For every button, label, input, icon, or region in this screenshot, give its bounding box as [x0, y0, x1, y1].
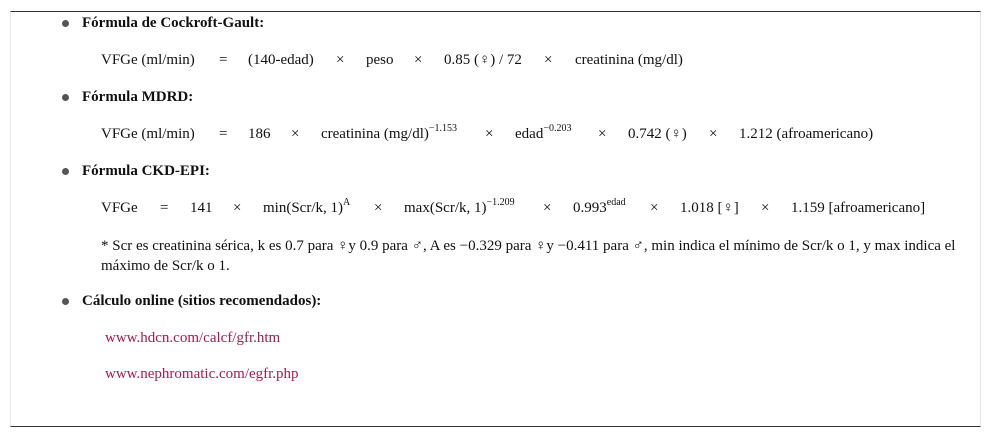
formula-term — [404, 197, 515, 217]
formula-term — [515, 123, 572, 143]
formula-equals: = — [219, 126, 228, 142]
formula-exponent: −0.203 — [543, 123, 572, 134]
formula-base: 0.993 — [573, 200, 607, 216]
link-nephromatic[interactable]: www.nephromatic.com/egfr.php — [105, 366, 299, 382]
formula-times: × — [233, 200, 242, 216]
heading-ckd-epi: Fórmula CKD-EPI: — [82, 163, 210, 179]
formula-times: × — [336, 52, 345, 68]
formula-times: × — [291, 126, 300, 142]
link-hdcn[interactable]: www.hdcn.com/calcf/gfr.htm — [105, 330, 281, 346]
formula-exponent: A — [343, 197, 351, 208]
formula-term: peso — [366, 52, 394, 68]
formula-term — [263, 197, 351, 217]
ckd-epi-footnote: * Scr es creatinina sérica, k es 0.7 para ♀y 0.9 para ♂, A es −0.329 para ♀y −0.411 para ♂, min indica el mínimo de Scr/k o 1, y max indica el máximo de Scr/k o 1. — [101, 238, 956, 274]
bullet-icon — [62, 20, 69, 27]
formula-term: 1.159 [afroamericano] — [791, 200, 926, 216]
formula-exponent: −1.209 — [486, 197, 515, 208]
formula-term: creatinina (mg/dl) — [575, 52, 683, 68]
formula-equals: = — [160, 200, 169, 216]
formula-times: × — [598, 126, 607, 142]
formula-times: × — [650, 200, 659, 216]
bullet-icon — [62, 168, 69, 175]
bullet-icon — [62, 298, 69, 305]
formula-base: edad — [515, 126, 544, 142]
formula-term: VFGe — [101, 200, 138, 216]
content-frame — [10, 11, 981, 427]
heading-calculo-online: Cálculo online (sitios recomendados): — [82, 293, 322, 309]
formula-term: (140-edad) — [248, 52, 314, 68]
formula-times: × — [374, 200, 383, 216]
formula-term: 1.018 [♀] — [680, 200, 739, 216]
formula-exponent: −1.153 — [428, 123, 458, 134]
heading-cockroft-gault: Fórmula de Cockroft-Gault: — [82, 15, 265, 31]
formula-base: min(Scr/k, 1) — [263, 200, 343, 216]
heading-mdrd: Fórmula MDRD: — [82, 89, 194, 105]
formula-term: VFGe (ml/min) — [101, 52, 195, 68]
formula-times: × — [543, 200, 552, 216]
formula-times: × — [761, 200, 770, 216]
bullet-icon — [62, 94, 69, 101]
formula-term — [573, 197, 626, 217]
formula-term: 1.212 (afroamericano) — [739, 126, 874, 142]
formula-times: × — [414, 52, 423, 68]
formula-times: × — [544, 52, 553, 68]
formula-times: × — [709, 126, 718, 142]
formula-times: × — [485, 126, 494, 142]
formula-term: 0.85 (♀) / 72 — [444, 52, 522, 68]
formula-base: max(Scr/k, 1) — [404, 200, 487, 216]
formula-term — [321, 123, 458, 143]
formula-equals: = — [219, 52, 228, 68]
formula-term: 141 — [190, 200, 213, 216]
formula-term: 0.742 (♀) — [628, 126, 687, 142]
formula-exponent: edad — [606, 197, 626, 208]
formula-base: creatinina (mg/dl) — [321, 126, 429, 142]
formula-term: VFGe (ml/min) — [101, 126, 195, 142]
formula-term: 186 — [248, 126, 271, 142]
